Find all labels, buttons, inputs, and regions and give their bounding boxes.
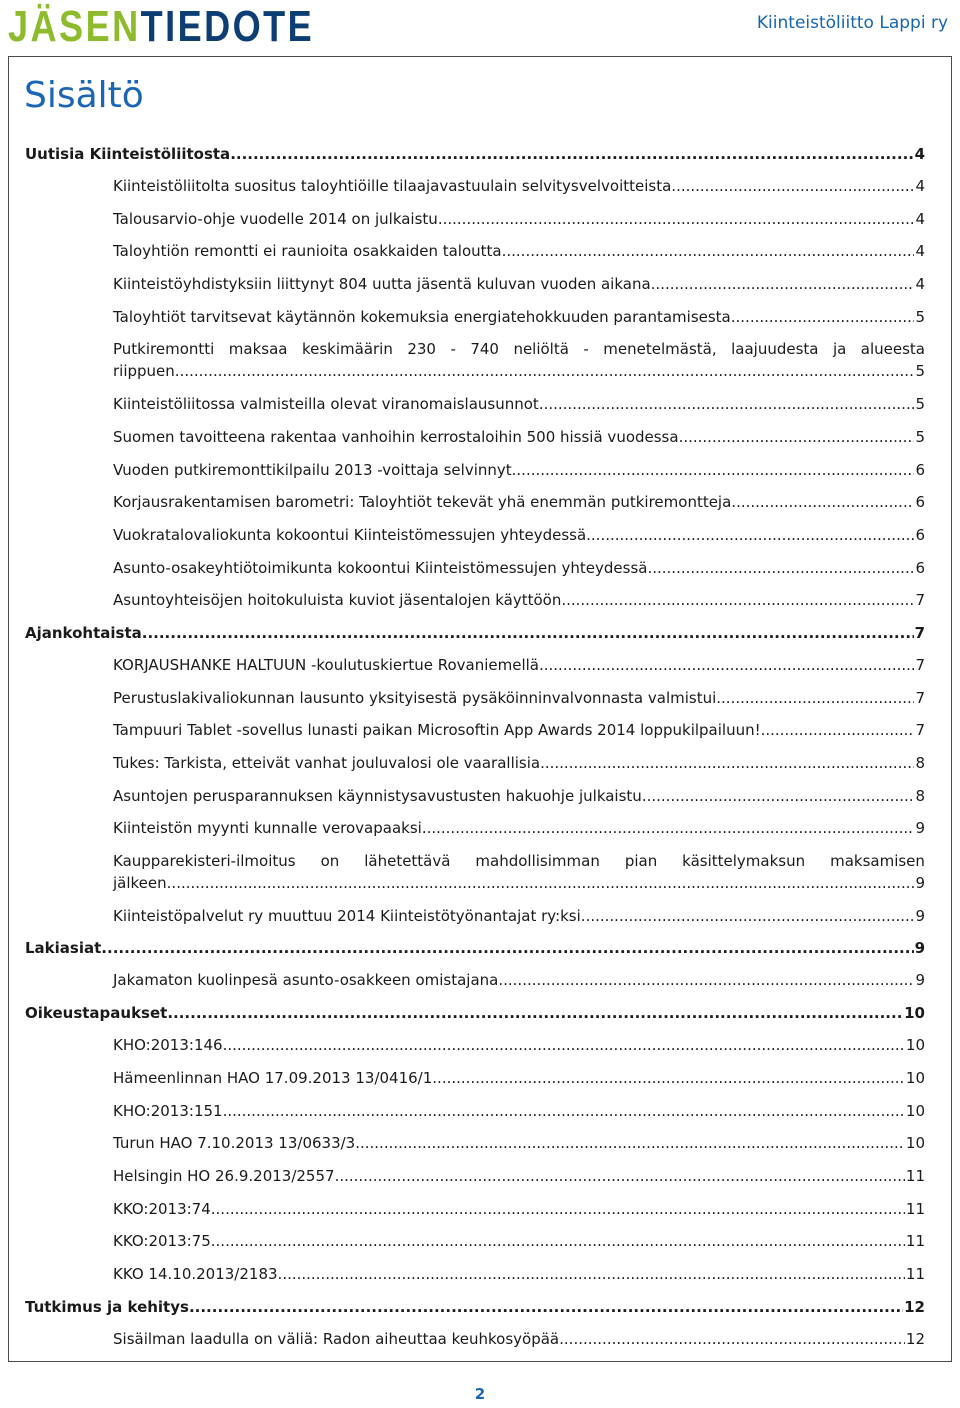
dot-leader [671, 175, 914, 197]
toc-page-number: 11 [905, 1264, 925, 1283]
dot-leader [679, 426, 915, 448]
organization-name: Kiinteistöliitto Lappi ry [756, 13, 948, 33]
toc-page-number: 7 [915, 721, 925, 740]
toc-entry-text: Jakamaton kuolinpesä asunto-osakkeen omistajana [113, 971, 499, 990]
toc-entry-text: Hämeenlinnan HAO 17.09.2013 13/0416/1 [113, 1068, 433, 1087]
dot-leader [647, 557, 914, 579]
toc-entry-text: Tutkimus ja kehitys [25, 1297, 189, 1316]
dot-leader [539, 393, 915, 415]
toc-entry-text: Talousarvio-ohje vuodelle 2014 on julkaistu [113, 209, 438, 228]
page-number: 2 [474, 1385, 486, 1403]
toc-page-number: 11 [905, 1166, 925, 1185]
toc-entry[interactable] [25, 969, 925, 991]
toc-entry-text: KKO 14.10.2013/2183 [113, 1264, 278, 1283]
dot-leader [422, 817, 915, 839]
toc-page-number: 11 [905, 1232, 925, 1251]
dot-leader [223, 1034, 905, 1056]
toc-page-number: 4 [915, 177, 925, 195]
toc-entry[interactable] [25, 589, 925, 611]
toc-section-entry[interactable] [25, 622, 925, 644]
toc-section-entry[interactable] [25, 937, 925, 959]
dot-leader [731, 491, 914, 513]
toc-entry[interactable] [25, 719, 925, 741]
dot-leader [651, 273, 915, 295]
toc-entry[interactable] [25, 905, 925, 927]
toc-page-number: 9 [915, 906, 925, 925]
toc-entry-text: Suomen tavoitteena rakentaa vanhoihin kerrostaloihin 500 hissiä vuodessa [113, 427, 679, 446]
dot-leader [642, 785, 915, 807]
toc-entry-text: Asuntoyhteisöjen hoitokuluista kuviot jäsentalojen käyttöön [113, 591, 562, 610]
toc-page-number: 7 [915, 688, 925, 707]
toc-entry-text: Putkiremontti maksaa keskimäärin 230 - 740 neliöltä - menetelmästä, laajuudesta ja alueesta [113, 340, 925, 359]
dot-leader [559, 1328, 905, 1350]
toc-page-number: 7 [915, 655, 925, 674]
dot-leader [438, 208, 915, 230]
toc-page-number: 9 [914, 939, 925, 958]
toc-entry-text: Vuoden putkiremonttikilpailu 2013 -voittaja selvinnyt [113, 460, 512, 479]
dot-leader [731, 306, 915, 328]
toc-entry-text: Kiinteistöliitolta suositus taloyhtiöille tilaajavastuulain selvitysvelvoitteista [113, 177, 672, 195]
toc-page-number: 10 [905, 1134, 925, 1153]
toc-entry-text: Asunto-osakeyhtiötoimikunta kokoontui Kiinteistömessujen yhteydessä [113, 558, 648, 577]
dot-leader [502, 240, 915, 262]
toc-entry-text: Kaupparekisteri-ilmoitus on lähetettävä mahdollisimman pian käsittelymaksun maksamisen [113, 852, 925, 871]
toc-entry-text: Turun HAO 7.10.2013 13/0633/3 [113, 1134, 356, 1153]
dot-leader [761, 719, 915, 741]
toc-entry-text: Vuokratalovaliokunta kokoontui Kiinteistömessujen yhteydessä [113, 525, 587, 544]
toc-page-number: 9 [915, 971, 925, 990]
dot-leader [355, 1132, 905, 1154]
toc-page-number: 9 [915, 819, 925, 838]
toc-entry[interactable] [25, 273, 925, 295]
dot-leader [223, 1100, 905, 1122]
toc-entry-text: Kiinteistön myynti kunnalle verovapaaksi [113, 819, 422, 838]
dot-leader [211, 1198, 905, 1220]
toc-entry[interactable] [25, 240, 925, 262]
dot-leader [561, 589, 914, 611]
toc-entry-text: Tampuuri Tablet -sovellus lunasti paikan Microsoftin App Awards 2014 loppukilpailuun! [113, 721, 761, 740]
dot-leader [167, 872, 915, 894]
toc-page-number: 6 [915, 525, 925, 544]
toc-entry[interactable] [25, 524, 925, 546]
toc-entry[interactable] [25, 426, 925, 448]
toc-page-number: 7 [915, 591, 925, 610]
toc-entry-text: Tukes: Tarkista, etteivät vanhat jouluvalosi ole vaarallisia [113, 754, 541, 772]
dot-leader [189, 1296, 903, 1318]
toc-entry-text: KORJAUSHANKE HALTUUN -koulutuskiertue Rovaniemellä [113, 655, 539, 674]
toc-entry[interactable] [25, 1263, 925, 1285]
toc-page-number: 9 [915, 874, 925, 893]
toc-entry-text: KKO:2013:74 [113, 1199, 211, 1218]
toc-page-number: 5 [915, 362, 925, 381]
toc-entry-text: Oikeustapaukset [25, 1004, 168, 1023]
toc-entry[interactable] [25, 338, 925, 382]
table-of-contents [25, 143, 925, 1360]
toc-page-number: 11 [905, 1199, 925, 1218]
toc-page-number: 5 [915, 307, 925, 326]
dot-leader [586, 524, 914, 546]
toc-entry-text-continued: jälkeen [113, 874, 167, 893]
toc-page-number: 4 [915, 242, 925, 261]
toc-page-number: 10 [904, 1004, 925, 1023]
toc-page-number: 10 [905, 1101, 925, 1120]
toc-page-number: 8 [915, 786, 925, 805]
toc-entry[interactable] [25, 785, 925, 807]
toc-page-number: 4 [915, 275, 925, 294]
toc-entry-text: Asuntojen perusparannuksen käynnistysavustusten hakuohje julkaistu [113, 786, 642, 805]
toc-entry[interactable] [25, 393, 925, 415]
dot-leader [432, 1067, 905, 1089]
dot-leader [230, 143, 913, 165]
toc-entry[interactable] [25, 557, 925, 579]
toc-page-number: 12 [905, 1329, 925, 1348]
toc-entry-text: Ajankohtaista [25, 623, 142, 642]
dot-leader [540, 752, 914, 774]
toc-page-number: 10 [905, 1036, 925, 1055]
toc-entry-text: KKO:2013:75 [113, 1232, 211, 1251]
toc-entry[interactable] [25, 1198, 925, 1220]
toc-page-number: 12 [904, 1297, 925, 1316]
toc-page-number: 6 [915, 558, 925, 577]
toc-entry[interactable] [25, 208, 925, 230]
toc-entry[interactable] [25, 817, 925, 839]
header [0, 0, 960, 52]
toc-page-number: 7 [914, 623, 925, 642]
dot-leader [278, 1263, 905, 1285]
page-title: Sisältö [24, 75, 144, 116]
toc-entry-text: Uutisia Kiinteistöliitosta [25, 145, 231, 163]
toc-entry[interactable] [25, 1230, 925, 1252]
dot-leader [512, 459, 915, 481]
toc-page-number: 6 [915, 493, 925, 512]
jasentiedote-logo [8, 4, 314, 50]
toc-entry-text: KHO:2013:151 [113, 1101, 223, 1120]
toc-entry[interactable] [25, 459, 925, 481]
toc-entry-text: KHO:2013:146 [113, 1036, 223, 1055]
toc-entry-text: Perustuslakivaliokunnan lausunto yksityisestä pysäköinninvalvonnasta valmistui [113, 688, 717, 707]
dot-leader [335, 1165, 905, 1187]
dot-leader [581, 905, 915, 927]
toc-entry-text: Kiinteistöliitossa valmisteilla olevat viranomaislausunnot [113, 395, 539, 414]
dot-leader [498, 969, 914, 991]
toc-entry-text: Helsingin HO 26.9.2013/2557 [113, 1166, 335, 1185]
toc-entry[interactable] [25, 1328, 925, 1350]
toc-entry[interactable] [25, 1165, 925, 1187]
toc-page-number: 8 [915, 754, 925, 772]
toc-entry[interactable] [25, 687, 925, 709]
toc-section-entry[interactable] [25, 1002, 925, 1024]
toc-entry[interactable] [25, 654, 925, 676]
toc-entry[interactable] [25, 850, 925, 894]
dot-leader [101, 937, 913, 959]
toc-entry-text: Korjausrakentamisen barometri: Taloyhtiöt tekevät yhä enemmän putkiremontteja [113, 493, 732, 512]
dot-leader [539, 654, 914, 676]
logo-part-2: TIEDOTE [140, 2, 315, 51]
toc-entry-text: Sisäilman laadulla on väliä: Radon aiheuttaa keuhkosyöpää [113, 1329, 560, 1348]
toc-entry-text-continued: riippuen [113, 362, 175, 381]
toc-page-number: 10 [905, 1068, 925, 1087]
toc-entry[interactable] [25, 175, 925, 197]
toc-page-number: 5 [915, 427, 925, 446]
dot-leader [167, 1002, 903, 1024]
toc-entry[interactable] [25, 306, 925, 328]
toc-section-entry[interactable] [25, 143, 925, 165]
toc-entry[interactable] [25, 1067, 925, 1089]
toc-entry-text: Taloyhtiöt tarvitsevat käytännön kokemuksia energiatehokkuuden parantamisesta [113, 307, 731, 326]
dot-leader [142, 622, 914, 644]
toc-entry[interactable] [25, 1132, 925, 1154]
toc-entry-text: Lakiasiat [25, 939, 102, 958]
toc-entry-text: Kiinteistöyhdistyksiin liittynyt 804 uutta jäsentä kuluvan vuoden aikana [113, 275, 651, 294]
toc-entry[interactable] [25, 1100, 925, 1122]
dot-leader [716, 687, 914, 709]
toc-page-number: 4 [914, 145, 925, 163]
toc-entry[interactable] [25, 491, 925, 513]
dot-leader [211, 1230, 905, 1252]
toc-entry-text: Taloyhtiön remontti ei raunioita osakkaiden taloutta [113, 242, 502, 261]
dot-leader [175, 360, 915, 382]
logo-part-1: JÄSEN [8, 2, 141, 51]
toc-section-entry[interactable] [25, 1296, 925, 1318]
toc-page-number: 5 [915, 395, 925, 414]
toc-entry[interactable] [25, 752, 925, 774]
toc-entry-text: Kiinteistöpalvelut ry muuttuu 2014 Kiinteistötyönantajat ry:ksi [113, 906, 581, 925]
toc-entry[interactable] [25, 1034, 925, 1056]
toc-page-number: 6 [915, 460, 925, 479]
toc-page-number: 4 [915, 209, 925, 228]
